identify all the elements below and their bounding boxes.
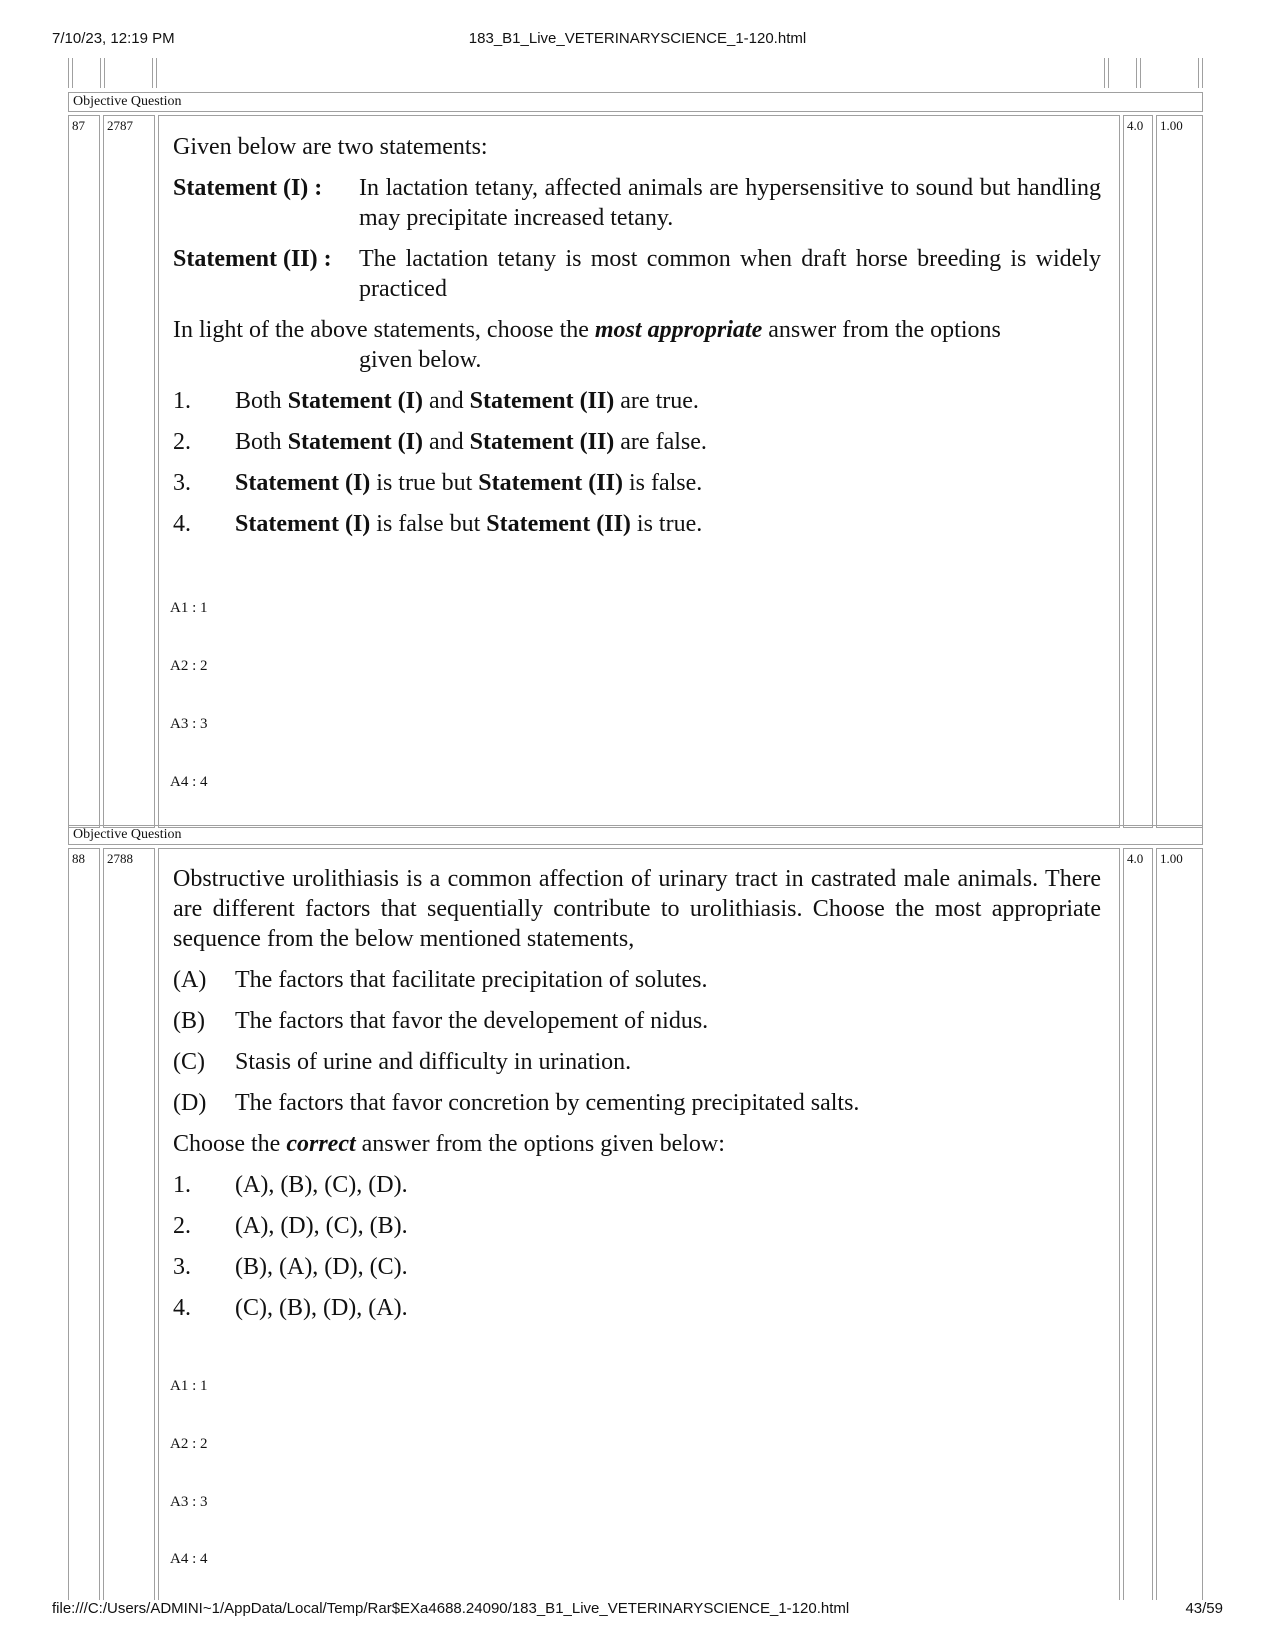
statement-item-d — [173, 1088, 1101, 1118]
question-id: 2787 — [103, 115, 155, 828]
item-label: (D) — [173, 1090, 207, 1116]
option-text: Statement (I) — [287, 429, 423, 455]
instruction-emphasis: most appropriate — [594, 317, 763, 343]
option-text: and — [428, 429, 464, 455]
print-page-number: 43/59 — [1185, 1600, 1223, 1617]
option-text: (B), (A), (D), (C). — [235, 1254, 408, 1280]
option-text: Statement (II) — [478, 470, 623, 496]
print-file-url: file:///C:/Users/ADMINI~1/AppData/Local/Temp/Rar$EXa4688.24090/183_B1_Live_VETERINARYSCIENCE_1-120.html — [52, 1600, 850, 1617]
question-content — [173, 864, 1101, 1323]
option-number: 4. — [173, 1295, 191, 1321]
statement-item-a — [173, 965, 1101, 995]
option-text: Statement (II) — [469, 388, 615, 414]
answer-choice: A1 : 1 — [170, 1378, 208, 1394]
question-id: 2788 — [103, 848, 155, 1600]
question-instruction — [173, 1129, 1101, 1159]
instruction-emphasis: correct — [286, 1131, 356, 1157]
statement-item-c — [173, 1047, 1101, 1077]
option-text: are false. — [620, 429, 707, 455]
option-text: are true. — [620, 388, 699, 414]
statement-label: Statement (I) : — [173, 175, 323, 201]
option-text: Statement (I) — [235, 470, 371, 496]
option-text: Both — [235, 429, 282, 455]
item-label: (C) — [173, 1049, 205, 1075]
option-number: 1. — [173, 1172, 191, 1198]
instruction-text: answer from the options given below: — [361, 1131, 725, 1157]
statement-2 — [173, 244, 1101, 304]
instruction-text: Choose the — [173, 1131, 281, 1157]
statement-text: In lactation tetany, affected animals are hypersensitive to sound but handling may precipitate increased tetany. — [359, 175, 1101, 231]
option-text: is false. — [628, 470, 703, 496]
question-instruction — [173, 315, 1101, 375]
statement-item-b — [173, 1006, 1101, 1036]
item-text: The factors that favor the developement of nidus. — [235, 1008, 709, 1034]
answer-choice: A2 : 2 — [170, 1436, 208, 1452]
question-marks: 4.0 — [1123, 848, 1153, 1600]
print-footer — [0, 1600, 1275, 1630]
answer-choice: A4 : 4 — [170, 1551, 208, 1567]
question-type-label: Objective Question — [68, 92, 1203, 112]
option-4 — [173, 509, 1101, 539]
question-intro: Obstructive urolithiasis is a common affection of urinary tract in castrated male animals. There are different factors that sequentially contribute to urolithiasis. Choose the most appropriate sequence from the below mentioned statements, — [173, 866, 1101, 952]
option-4 — [173, 1293, 1101, 1323]
answer-choice: A2 : 2 — [170, 658, 208, 674]
option-number: 2. — [173, 1213, 191, 1239]
answer-choice: A1 : 1 — [170, 600, 208, 616]
instruction-text: answer from the options — [768, 317, 1001, 343]
statement-text: The lactation tetany is most common when draft horse breeding is widely practiced — [359, 246, 1101, 302]
question-type-label: Objective Question — [68, 825, 1203, 845]
option-text: (A), (D), (C), (B). — [235, 1213, 408, 1239]
option-text: Both — [235, 388, 282, 414]
answer-choice: A3 : 3 — [170, 1494, 208, 1510]
question-serial: 87 — [68, 115, 100, 828]
item-text: The factors that facilitate precipitation of solutes. — [235, 967, 708, 993]
statement-label: Statement (II) : — [173, 246, 332, 272]
option-text: (A), (B), (C), (D). — [235, 1172, 408, 1198]
option-number: 2. — [173, 429, 191, 455]
option-text: Statement (I) — [235, 511, 371, 537]
print-title: 183_B1_Live_VETERINARYSCIENCE_1-120.html — [468, 30, 807, 47]
option-text: (C), (B), (D), (A). — [235, 1295, 408, 1321]
question-negative-marks: 1.00 — [1156, 115, 1203, 828]
question-intro: Given below are two statements: — [173, 134, 488, 160]
statement-1 — [173, 173, 1101, 233]
option-3 — [173, 1252, 1101, 1282]
option-number: 3. — [173, 470, 191, 496]
answer-choice: A3 : 3 — [170, 716, 208, 732]
item-text: Stasis of urine and difficulty in urination. — [235, 1049, 632, 1075]
option-1 — [173, 386, 1101, 416]
item-label: (B) — [173, 1008, 205, 1034]
option-text: is false but — [376, 511, 481, 537]
instruction-text: In light of the above statements, choose the — [173, 317, 589, 343]
question-marks: 4.0 — [1123, 115, 1153, 828]
option-1 — [173, 1170, 1101, 1200]
answer-choice: A4 : 4 — [170, 774, 208, 790]
option-3 — [173, 468, 1101, 498]
option-text: Statement (I) — [287, 388, 423, 414]
option-number: 4. — [173, 511, 191, 537]
option-number: 1. — [173, 388, 191, 414]
print-header — [0, 0, 1275, 60]
option-text: is true but — [376, 470, 473, 496]
option-text: Statement (II) — [486, 511, 631, 537]
option-text: Statement (II) — [469, 429, 615, 455]
item-label: (A) — [173, 967, 207, 993]
question-serial: 88 — [68, 848, 100, 1600]
instruction-text: given below. — [359, 347, 482, 373]
option-text: is true. — [636, 511, 703, 537]
print-datetime: 7/10/23, 12:19 PM — [52, 30, 175, 47]
item-text: The factors that favor concretion by cementing precipitated salts. — [235, 1090, 860, 1116]
option-number: 3. — [173, 1254, 191, 1280]
option-2 — [173, 1211, 1101, 1241]
option-2 — [173, 427, 1101, 457]
question-negative-marks: 1.00 — [1156, 848, 1203, 1600]
question-content — [173, 132, 1101, 539]
option-text: and — [428, 388, 464, 414]
